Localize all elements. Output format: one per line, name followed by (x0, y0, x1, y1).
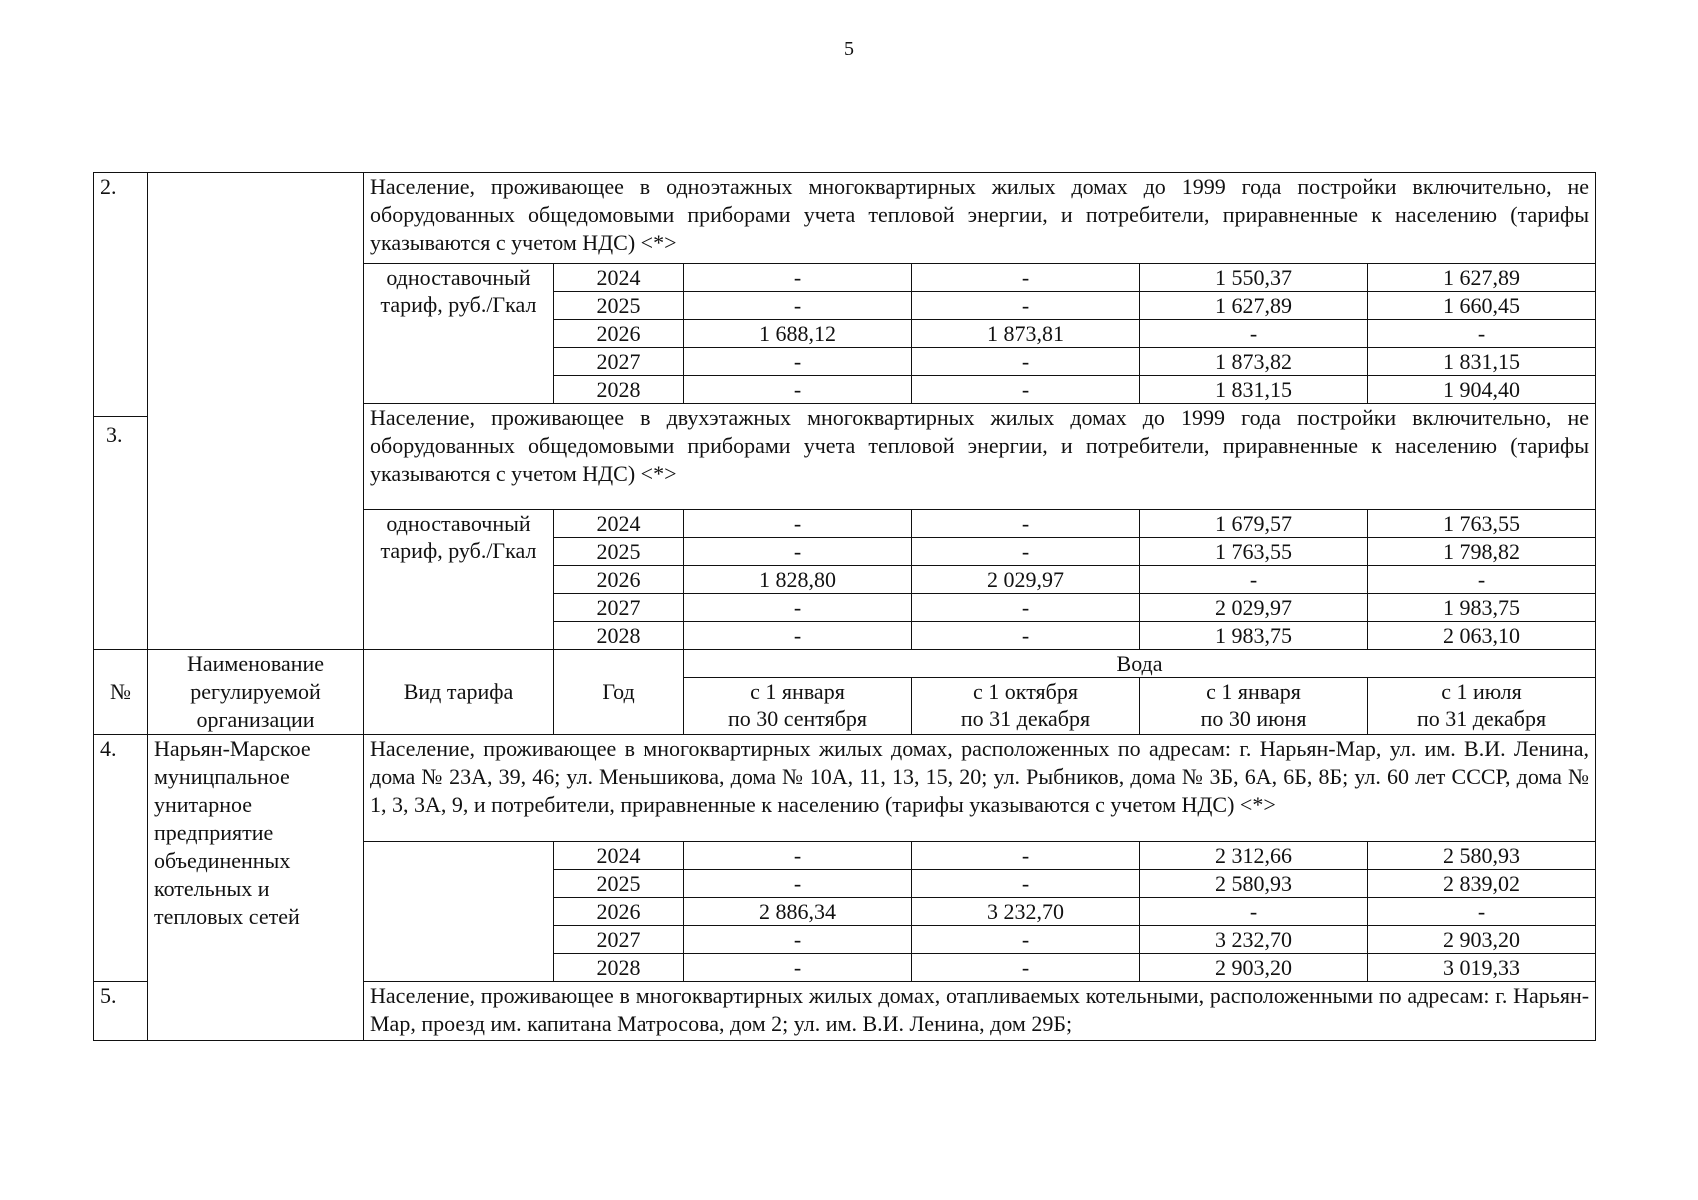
value-cell: - (1140, 320, 1368, 348)
value-cell: 1 798,82 (1368, 538, 1596, 566)
value-cell: 1 983,75 (1368, 594, 1596, 622)
row-divider (93, 416, 148, 417)
year-cell: 2028 (554, 376, 684, 404)
value-cell: - (912, 842, 1140, 870)
header-period (1140, 678, 1368, 735)
period-line-2: по 30 сентября (727, 706, 868, 731)
org-name: Нарьян-Марское муницпальное унитарное предприятие объединенных котельных и тепловых сетей (148, 735, 364, 1041)
value-cell: 1 660,45 (1368, 292, 1596, 320)
period-line-1: с 1 июля (1441, 679, 1522, 704)
value-cell: 1 873,82 (1140, 348, 1368, 376)
row-number-3: 3. (106, 422, 123, 447)
year-cell: 2026 (554, 566, 684, 594)
value-cell: - (684, 376, 912, 404)
period-line-1: с 1 января (1206, 679, 1301, 704)
header-period (1368, 678, 1596, 735)
value-cell: - (1140, 566, 1368, 594)
header-group: Вода (684, 650, 1596, 678)
value-cell: - (912, 594, 1140, 622)
year-cell: 2025 (554, 292, 684, 320)
value-cell: 2 886,34 (684, 898, 912, 926)
value-cell: 2 903,20 (1368, 926, 1596, 954)
value-cell: - (912, 348, 1140, 376)
value-cell: - (684, 622, 912, 650)
tariff-type: одноставочный тариф, руб./Гкал (364, 264, 554, 404)
year-cell: 2028 (554, 954, 684, 982)
value-cell: 1 828,80 (684, 566, 912, 594)
section-description: Население, проживающее в многоквартирных жилых домах, расположенных по адресам: г. Нарьян-Мар, ул. им. В.И. Ленина, дома № 23А, 39, 46; ул. Меньшикова, дома № 10А, 11, 13, 15, 20; ул. Рыбников, дома № 3Б, 6А, 6Б, 8Б; ул. 60 лет СССР, дома № 1, 3, 3А, 9, и потребители, приравненные к населению (тарифы указываются с учетом НДС) <*> (364, 735, 1596, 842)
period-line-2: по 31 декабря (1416, 706, 1547, 731)
year-cell: 2024 (554, 842, 684, 870)
value-cell: - (1140, 898, 1368, 926)
year-cell: 2027 (554, 594, 684, 622)
value-cell: - (684, 926, 912, 954)
value-cell: - (912, 870, 1140, 898)
page-number: 5 (844, 38, 854, 60)
value-cell: - (684, 348, 912, 376)
value-cell: 1 831,15 (1140, 376, 1368, 404)
row-number: 4. (94, 735, 148, 982)
value-cell: 1 627,89 (1368, 264, 1596, 292)
value-cell: 2 903,20 (1140, 954, 1368, 982)
tariff-type (364, 842, 554, 982)
org-name-cell (148, 173, 364, 650)
value-cell: 2 312,66 (1140, 842, 1368, 870)
value-cell: - (912, 376, 1140, 404)
value-cell: 1 873,81 (912, 320, 1140, 348)
value-cell: - (684, 264, 912, 292)
value-cell: - (912, 510, 1140, 538)
value-cell: - (912, 622, 1140, 650)
value-cell: - (684, 870, 912, 898)
value-cell: 1 679,57 (1140, 510, 1368, 538)
period-line-2: по 31 декабря (960, 706, 1091, 731)
period-line-1: с 1 октября (973, 679, 1078, 704)
section-description: Население, проживающее в двухэтажных многоквартирных жилых домах до 1999 года постройки включительно, не оборудованных общедомовыми приборами учета тепловой энергии, и потребители, приравненные к населению (тарифы указываются с учетом НДС) <*> (364, 404, 1596, 510)
value-cell: 1 688,12 (684, 320, 912, 348)
period-line-2: по 30 июня (1200, 706, 1307, 731)
year-cell: 2024 (554, 264, 684, 292)
value-cell: - (684, 538, 912, 566)
value-cell: 2 839,02 (1368, 870, 1596, 898)
value-cell: 2 063,10 (1368, 622, 1596, 650)
header-num: № (94, 650, 148, 735)
value-cell: 2 580,93 (1140, 870, 1368, 898)
value-cell: 2 029,97 (1140, 594, 1368, 622)
value-cell: - (1368, 898, 1596, 926)
year-cell: 2028 (554, 622, 684, 650)
value-cell: - (684, 954, 912, 982)
period-line-1: с 1 января (750, 679, 845, 704)
section-description: Население, проживающее в многоквартирных жилых домах, отапливаемых котельными, расположенными по адресам: г. Нарьян-Мар, проезд им. капитана Матросова, дом 2; ул. им. В.И. Ленина, дом 29Б; (364, 982, 1596, 1041)
value-cell: 1 983,75 (1140, 622, 1368, 650)
value-cell: 2 580,93 (1368, 842, 1596, 870)
value-cell: 1 831,15 (1368, 348, 1596, 376)
row-number: 5. (94, 982, 148, 1041)
value-cell: - (684, 510, 912, 538)
tariff-table (93, 172, 1596, 1041)
value-cell: 3 232,70 (1140, 926, 1368, 954)
header-period (684, 678, 912, 735)
header-org-name: Наименование регулируемой организации (148, 650, 364, 735)
value-cell: 1 627,89 (1140, 292, 1368, 320)
value-cell: 3 232,70 (912, 898, 1140, 926)
value-cell: - (912, 292, 1140, 320)
value-cell: - (1368, 566, 1596, 594)
value-cell: - (912, 926, 1140, 954)
value-cell: - (912, 264, 1140, 292)
value-cell: 1 763,55 (1368, 510, 1596, 538)
value-cell: - (684, 594, 912, 622)
year-cell: 2025 (554, 870, 684, 898)
section-description: Население, проживающее в одноэтажных многоквартирных жилых домах до 1999 года постройки включительно, не оборудованных общедомовыми приборами учета тепловой энергии, и потребители, приравненные к населению (тарифы указываются с учетом НДС) <*> (364, 173, 1596, 264)
value-cell: - (912, 954, 1140, 982)
year-cell: 2024 (554, 510, 684, 538)
value-cell: 1 550,37 (1140, 264, 1368, 292)
value-cell: 2 029,97 (912, 566, 1140, 594)
value-cell: - (1368, 320, 1596, 348)
year-cell: 2026 (554, 898, 684, 926)
year-cell: 2025 (554, 538, 684, 566)
value-cell: 3 019,33 (1368, 954, 1596, 982)
year-cell: 2026 (554, 320, 684, 348)
value-cell: 1 763,55 (1140, 538, 1368, 566)
value-cell: - (912, 538, 1140, 566)
year-cell: 2027 (554, 926, 684, 954)
header-year: Год (554, 650, 684, 735)
header-period (912, 678, 1140, 735)
year-cell: 2027 (554, 348, 684, 376)
header-tariff-type: Вид тарифа (364, 650, 554, 735)
row-number: 2. (94, 173, 148, 650)
value-cell: - (684, 292, 912, 320)
value-cell: 1 904,40 (1368, 376, 1596, 404)
value-cell: - (684, 842, 912, 870)
tariff-type: одноставочный тариф, руб./Гкал (364, 510, 554, 650)
